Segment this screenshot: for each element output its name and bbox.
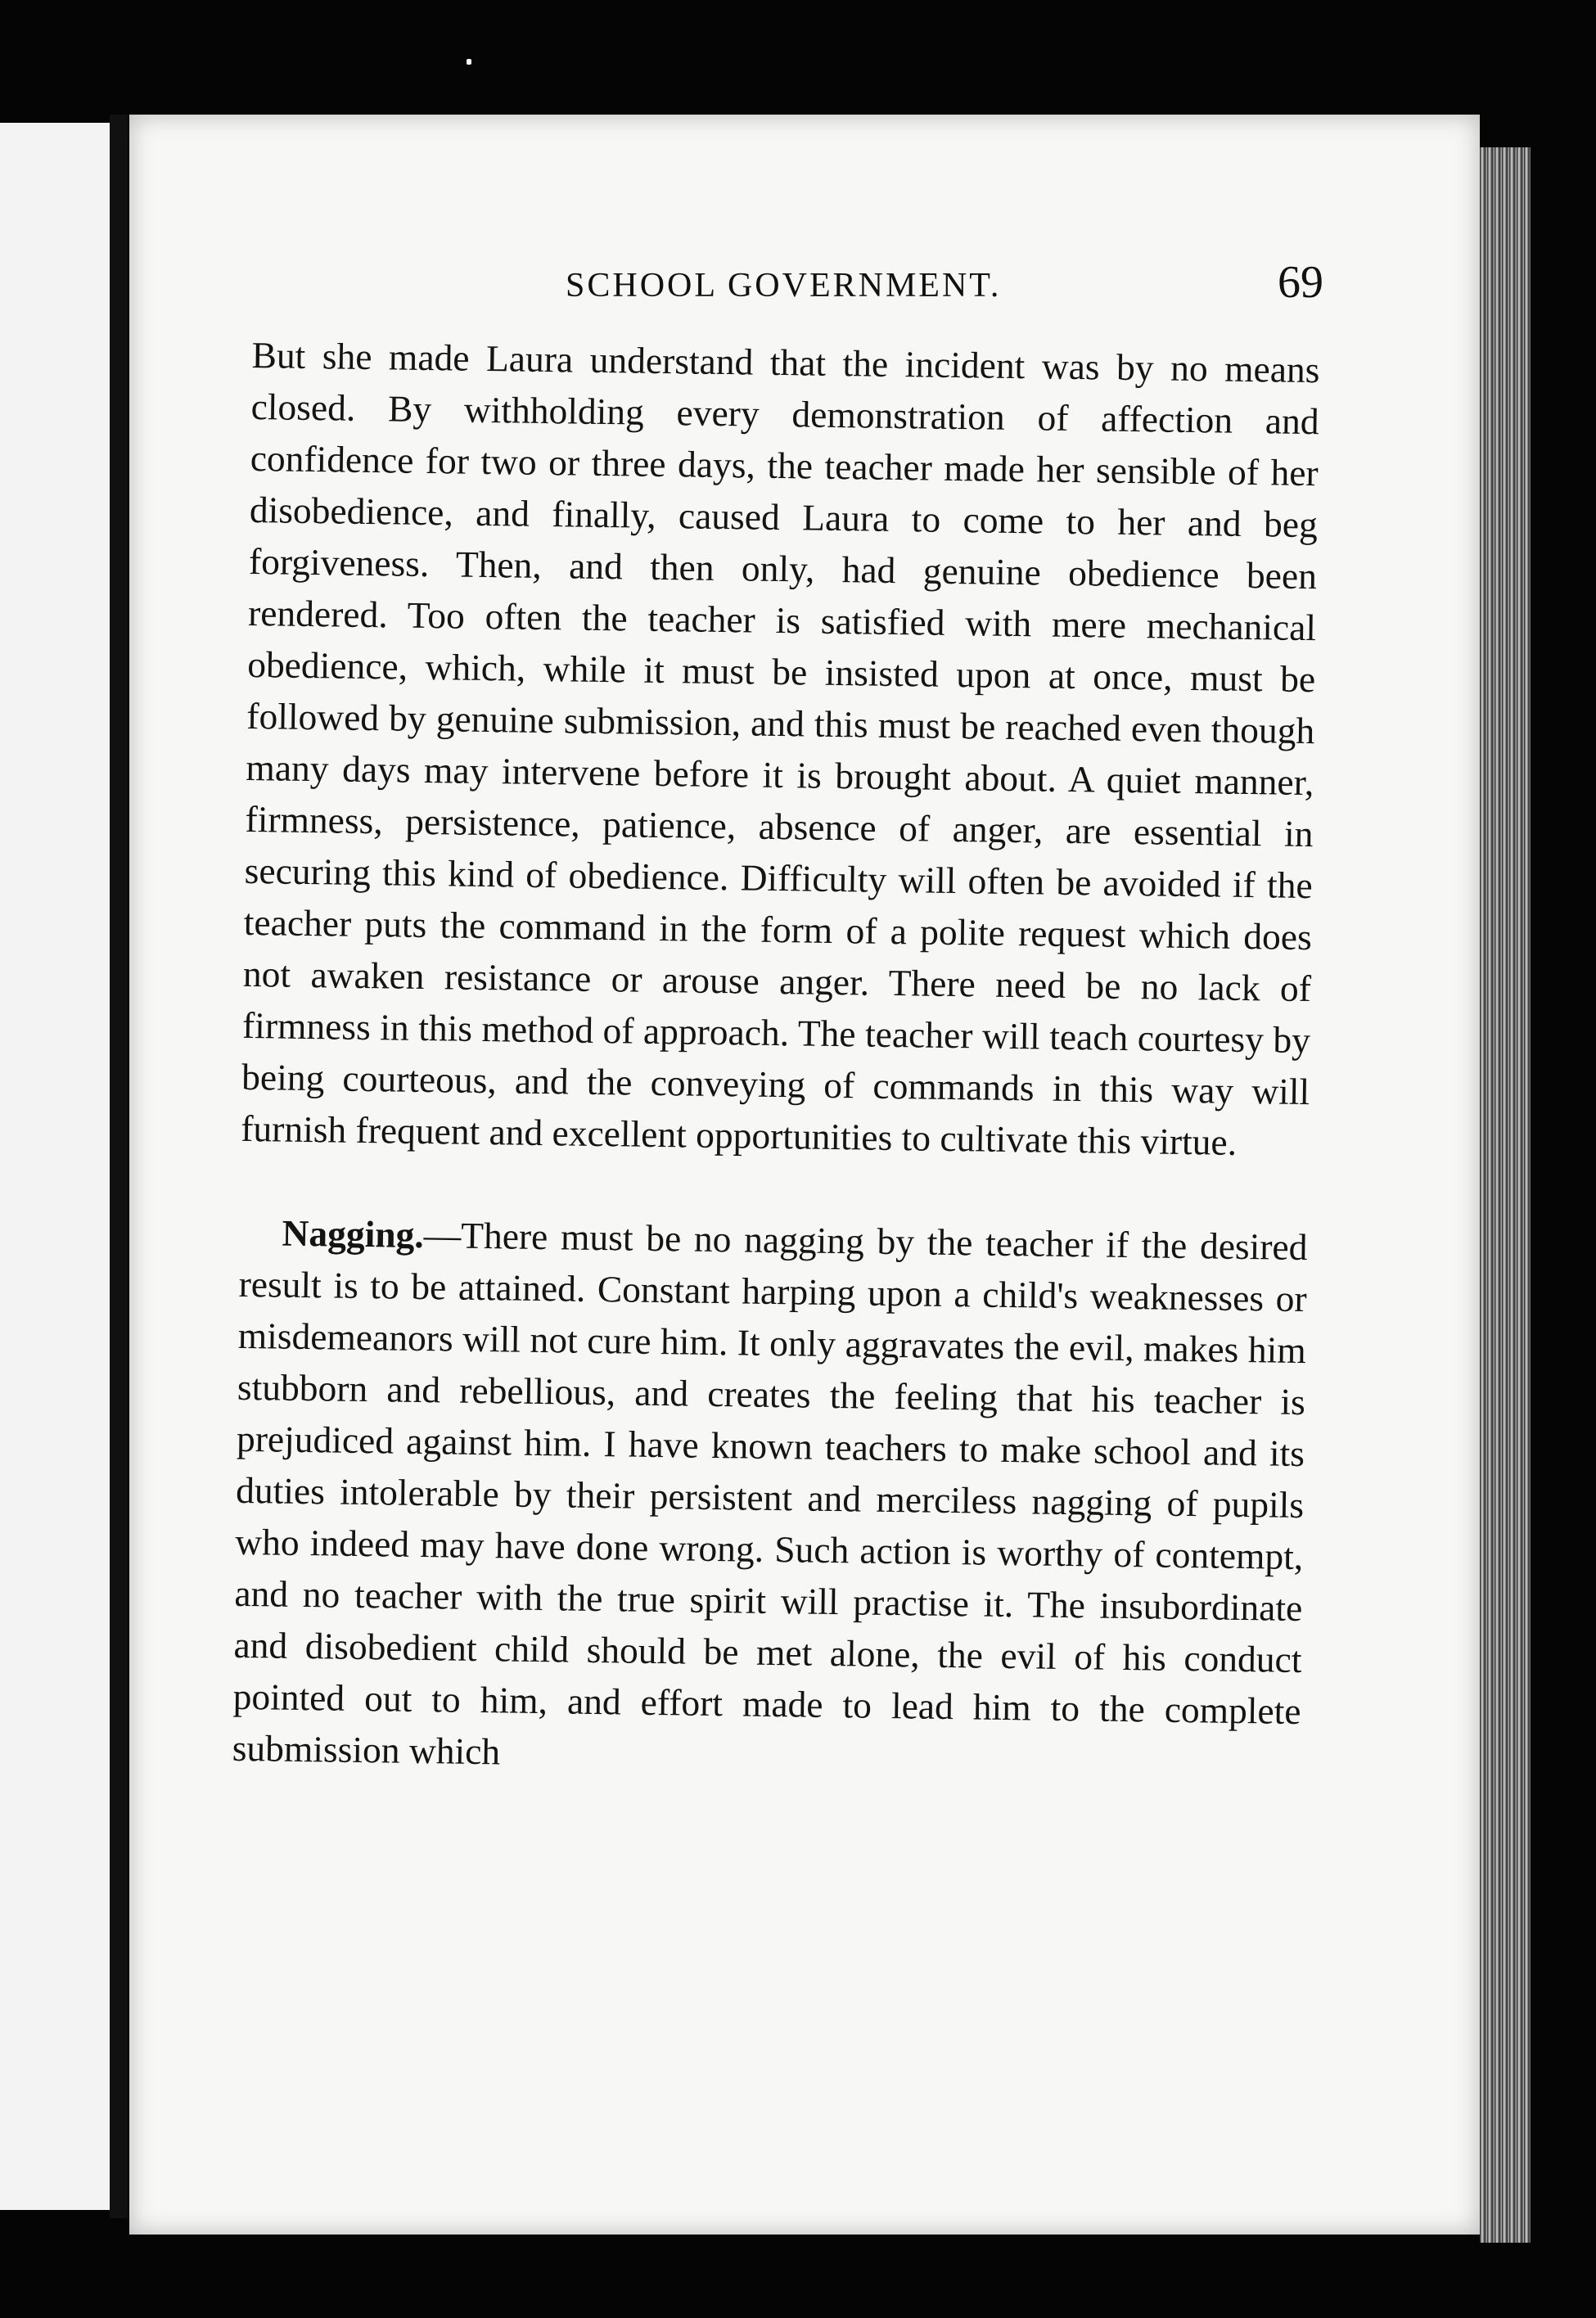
book-gutter xyxy=(110,115,128,2218)
page-stack-edge xyxy=(1480,147,1531,2243)
sidehead-nagging: Nagging. xyxy=(282,1211,425,1256)
paragraph-2-text: —There must be no nagging by the teacher if the desired result is to be attained. Constant harping upon a child's weaknesses or misdemeanors will not cure him. It only aggravates the evil, makes him stubborn and rebellious, and creates the feeling that his teacher is prejudiced against him. I have known teachers to make school and its duties intolerable by their persistent and merciless nagging of pupils who indeed may have done wrong. Such action is worthy of contempt, and no teacher with the true spirit will practise it. The insubordinate and disobedient child should be met alone, the evil of his conduct pointed out to him, and effort made to lead him to the complete submission which xyxy=(232,1214,1308,1773)
paragraph-2 xyxy=(232,1206,1308,1788)
book-page xyxy=(129,115,1480,2235)
page-header xyxy=(129,250,1480,315)
paragraph-1: But she made Laura understand that the incident was by no means closed. By withholding every demonstration of affection and confidence for two or three days, the teacher made her sensible of her disobedience, and finally, caused Laura to come to her and beg forgiveness. Then, and then only, had genuine obedience been rendered. Too often the teacher is satisfied with mere mechanical obedience, which, while it must be insisted upon at once, must be followed by genuine submission, and this must be reached even though many days may intervene before it is brought about. A quiet manner, firmness, persistence, patience, absence of anger, are essential in securing this kind of obedience. Difficulty will often be avoided if the teacher puts the command in the form of a polite request which does not awaken resistance or arouse anger. There need be no lack of firmness in this method of approach. The teacher will teach courtesy by being courteous, and the conveying of commands in this way will furnish frequent and excellent opportunities to cultivate this virtue. xyxy=(241,333,1320,1163)
running-head: SCHOOL GOVERNMENT. xyxy=(566,267,1002,304)
body-text xyxy=(232,329,1320,1788)
scan-speck xyxy=(467,59,471,65)
adjacent-page-edge xyxy=(0,123,115,2210)
page-number: 69 xyxy=(1278,257,1323,308)
